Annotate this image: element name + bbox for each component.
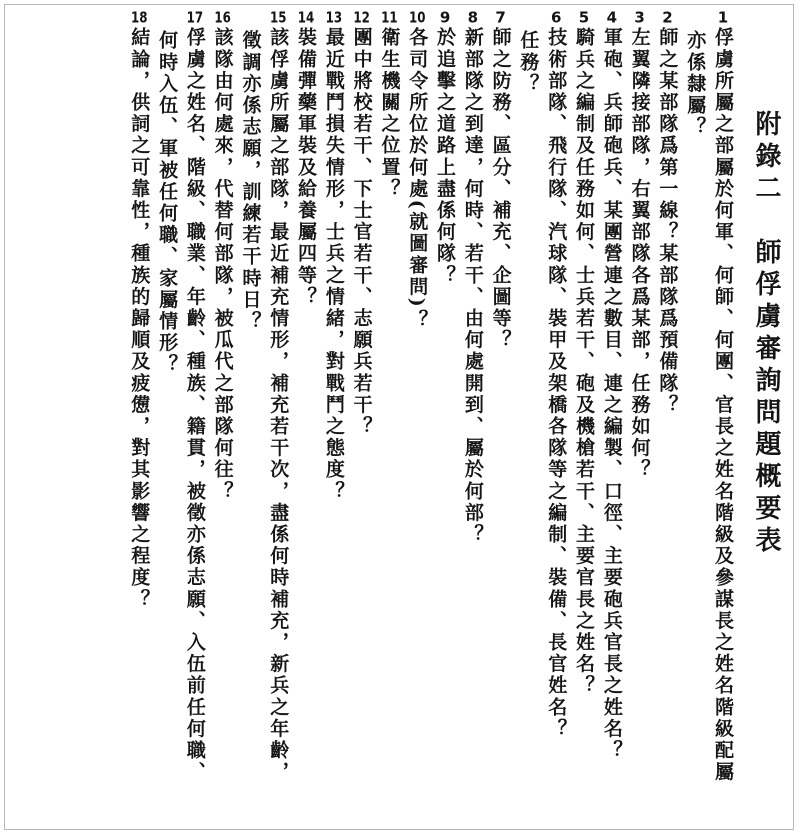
question-continuation: 亦係隸屬？	[684, 30, 707, 138]
question-item	[263, 10, 291, 826]
question-item	[291, 10, 319, 826]
question-text: 裝備彈藥軍裝及給養屬四等？	[295, 27, 318, 308]
question-item	[208, 10, 236, 826]
question-number: 11	[381, 10, 398, 25]
question-text: 新部隊之到達，何時、若干、由何處開到、屬於何部？	[461, 27, 484, 546]
question-item	[124, 10, 152, 826]
question-number: 3	[634, 10, 645, 25]
question-number: 8	[467, 10, 479, 25]
question-number: 13	[325, 10, 343, 25]
question-number: 17	[186, 10, 204, 25]
question-text: 於追擊之道路上盡係何隊？	[434, 27, 457, 287]
question-number: 15	[270, 10, 287, 25]
question-continuation: 任務？	[517, 30, 540, 95]
question-number: 14	[297, 10, 315, 25]
question-text: 師之某部隊爲第一線？某部隊爲預備隊？	[656, 27, 679, 416]
question-continuation: 何時入伍、軍被任何職、家屬情形？	[156, 30, 179, 376]
question-text: 該隊由何處來，代替何部隊，被瓜代之部隊何往？	[211, 27, 234, 503]
question-item	[541, 10, 569, 826]
question-text: 俘虜之姓名、階級、職業、年齡、種族、籍貫，被徵亦係志願、入伍前任何職、	[183, 27, 206, 783]
question-number: 6	[551, 10, 562, 25]
question-text: 師之防務、區分、補充、企圖等？	[489, 27, 512, 351]
question-item	[569, 10, 597, 826]
question-item	[653, 10, 681, 826]
document-title: 附錄二 師俘虜審詢問題概要表	[751, 110, 781, 558]
question-number: 2	[662, 10, 673, 25]
question-number: 16	[214, 10, 231, 25]
question-number: 1	[717, 10, 729, 25]
question-item	[180, 10, 208, 826]
question-item	[458, 10, 486, 826]
question-number: 5	[578, 10, 590, 25]
question-text: 騎兵之編制及任務如何、士兵若干、砲及機槍若干、主要官長之姓名？	[573, 27, 596, 697]
document-body	[14, 10, 786, 826]
question-item	[319, 10, 347, 826]
question-text: 最近戰鬥損失情形，士兵之情緒，對戰鬥之態度？	[322, 27, 345, 503]
question-item	[347, 10, 375, 826]
question-text: 衛生機關之位置？	[378, 27, 401, 200]
question-text: 技術部隊、飛行隊、汽球隊、裝甲及架橋各隊等之編制、裝備、長官姓名？	[545, 27, 568, 740]
question-text: 俘虜所屬之部屬於何軍、何師、何團、官長之姓名階級及參謀長之姓名階級配屬	[712, 27, 734, 783]
question-continuation: 徵調亦係志願，訓練若干時日？	[239, 30, 262, 333]
question-item	[597, 10, 625, 826]
question-text: 軍砲、兵師砲兵、某團營連之數目、連之編製、口徑、主要砲兵官長之姓名？	[600, 27, 623, 762]
question-text: 該俘虜所屬之部隊，最近補充情形，補充若干次，盡係何時補充，新兵之年齡，	[267, 27, 290, 783]
question-text: 各司令所位於何處(就圖審問)？	[406, 27, 429, 331]
question-text: 左翼隣接部隊，右翼部隊各爲某部，任務如何？	[628, 27, 651, 481]
question-number: 12	[353, 10, 370, 25]
question-number: 4	[606, 10, 618, 25]
question-number: 9	[439, 10, 451, 25]
question-item	[486, 10, 514, 826]
question-number: 10	[408, 10, 426, 25]
question-text: 結論，供詞之可靠性，種族的歸順及疲憊，對其影響之程度？	[128, 27, 151, 611]
question-item	[430, 10, 458, 826]
question-item	[625, 10, 653, 826]
question-item	[375, 10, 403, 826]
question-text: 團中將校若干、下士官若干、志願兵若干？	[350, 27, 373, 438]
question-number: 7	[495, 10, 506, 25]
question-number: 18	[131, 10, 148, 25]
question-item	[708, 10, 736, 826]
question-item	[402, 10, 430, 826]
